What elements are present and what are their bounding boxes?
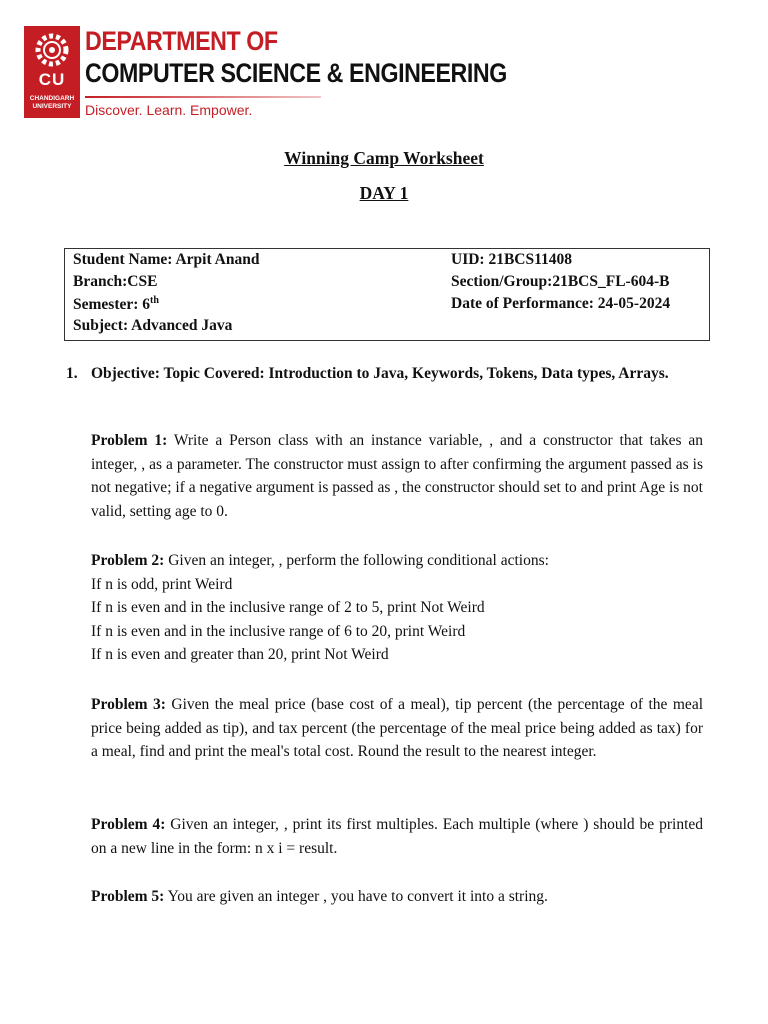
problem-label: Problem 1:	[91, 432, 168, 449]
semester	[73, 295, 159, 314]
problem-text: You are given an integer , you have to convert it into a string.	[167, 888, 548, 905]
problem-3	[91, 693, 703, 764]
problem-1	[91, 429, 703, 523]
subject: Subject: Advanced Java	[73, 317, 233, 334]
problem-label: Problem 5:	[91, 888, 165, 905]
logo-initials: CU	[38, 70, 66, 89]
semester-label: Semester: 6	[73, 296, 151, 314]
problem-text: Given the meal price (base cost of a meal), tip percent (the percentage of the meal price being added as tip), and tax percent (the percentage of the meal price being added as tax) for a meal, find and print the meal's total cost. Round the result to the nearest integer.	[91, 696, 704, 760]
problem-2	[91, 549, 703, 667]
department-title-line2: COMPUTER SCIENCE & ENGINEERING	[85, 58, 507, 88]
section-group: Section/Group:21BCS_FL-604-B	[451, 273, 670, 290]
objective-number: 1.	[66, 365, 78, 382]
tagline: Discover. Learn. Empower.	[85, 102, 253, 118]
branch: Branch:CSE	[73, 273, 158, 290]
problem-label: Problem 3:	[91, 696, 166, 713]
problem-5	[91, 885, 703, 909]
condition-line: If n is even and in the inclusive range of 6 to 20, print Weird	[91, 622, 466, 640]
student-uid: UID: 21BCS11408	[451, 251, 573, 268]
worksheet-title: Winning Camp Worksheet	[284, 148, 484, 168]
header-divider	[85, 96, 321, 98]
university-logo	[24, 26, 80, 118]
department-header	[24, 26, 507, 122]
student-info-box	[64, 248, 710, 341]
problem-text: Given an integer, , perform the following conditional actions:	[168, 552, 549, 569]
objective-text: Objective: Topic Covered: Introduction to Java, Keywords, Tokens, Data types, Arrays.	[91, 365, 669, 382]
department-title-line1: DEPARTMENT OF	[85, 26, 278, 56]
gear-emblem-icon	[31, 30, 73, 70]
problem-4	[91, 813, 703, 860]
condition-line: If n is even and greater than 20, print Not Weird	[91, 646, 389, 663]
condition-line: If n is odd, print Weird	[91, 575, 233, 593]
problem-label: Problem 2:	[91, 552, 165, 569]
logo-university-name: CHANDIGARH UNIVERSITY	[29, 95, 75, 110]
problem-text: Given an integer, , print its first multiples. Each multiple (where ) should be printed on a new line in the form: n x i = result.	[91, 816, 704, 857]
day-heading: DAY 1	[359, 183, 409, 203]
problem-text: Write a Person class with an instance variable, , and a constructor that takes an integer, , as a parameter. The constructor must assign to after confirming the argument passed as is not negative; if a negative argument is passed as , the constructor should set to and print Age is not valid, setting age to 0.	[91, 432, 703, 520]
condition-line: If n is even and in the inclusive range of 2 to 5, print Not Weird	[91, 599, 485, 616]
date-of-performance: Date of Performance: 24-05-2024	[451, 295, 671, 312]
semester-suffix: th	[150, 295, 159, 306]
problem-label: Problem 4:	[91, 816, 166, 833]
student-name: Student Name: Arpit Anand	[73, 251, 260, 268]
